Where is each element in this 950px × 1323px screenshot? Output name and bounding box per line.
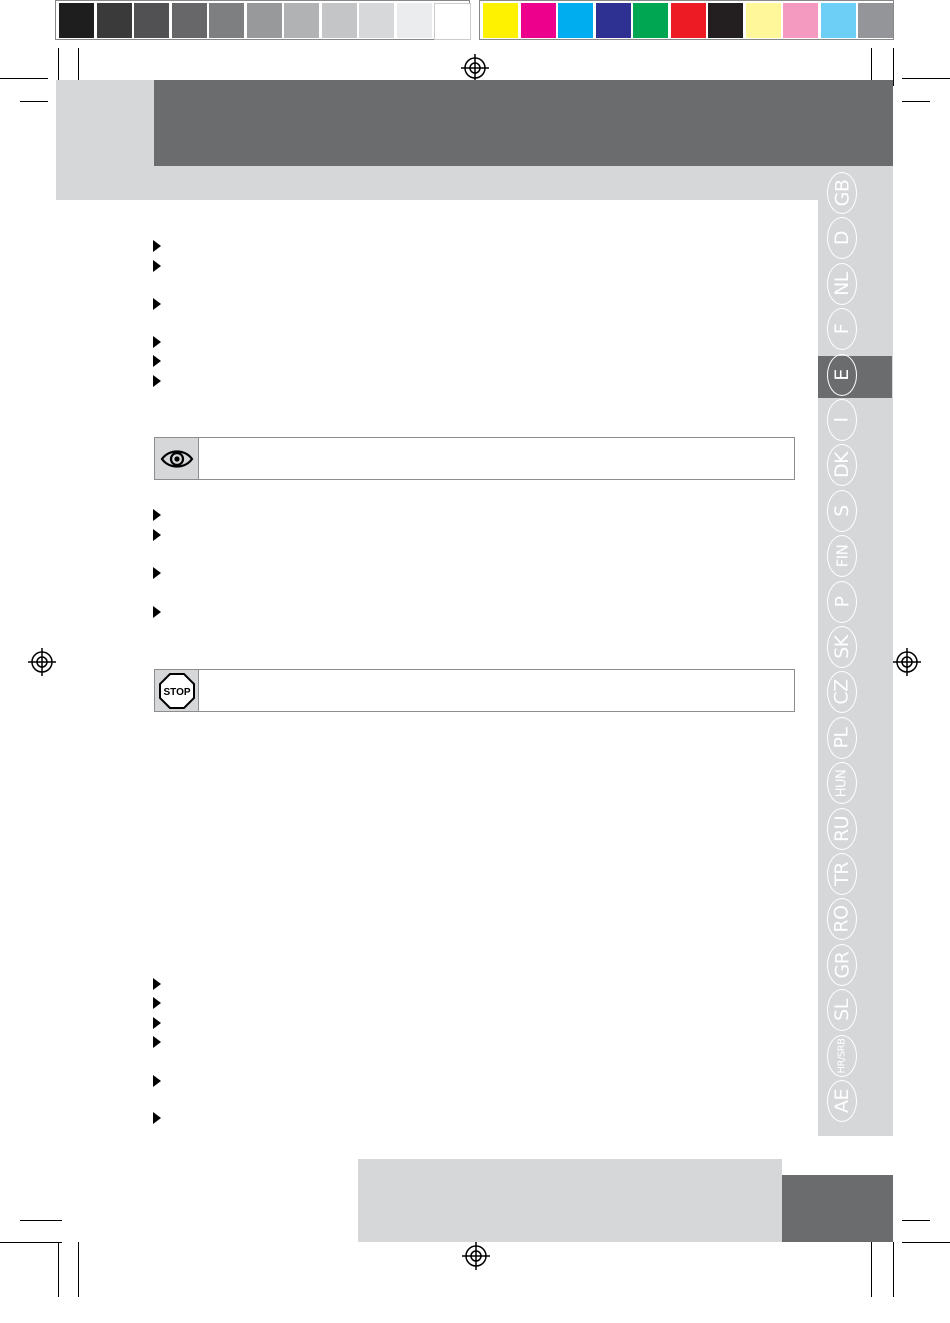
bullet-marker xyxy=(153,606,161,618)
language-tab-outline xyxy=(827,217,857,259)
language-tab-label: HR/SRB xyxy=(836,1038,847,1074)
language-tab-e[interactable] xyxy=(825,354,859,396)
language-tab-outline xyxy=(827,853,857,895)
registration-mark-icon xyxy=(461,54,489,82)
language-tab-sk[interactable] xyxy=(825,626,859,668)
language-tab-outline xyxy=(827,671,857,713)
registration-mark-icon xyxy=(893,648,921,676)
stop-sign-label: STOP xyxy=(162,686,191,698)
language-tab-pl[interactable] xyxy=(825,717,859,759)
bullet-marker xyxy=(153,1112,161,1124)
crop-mark xyxy=(58,1242,59,1297)
bullet-marker xyxy=(153,567,161,579)
note-icon-cell xyxy=(155,438,199,479)
crop-mark xyxy=(20,101,48,102)
language-tab-outline xyxy=(827,808,857,850)
gray-swatch xyxy=(59,3,94,38)
crop-mark xyxy=(902,101,930,102)
language-tab-outline xyxy=(827,898,857,940)
language-tab-d[interactable] xyxy=(825,217,859,259)
color-swatch xyxy=(633,3,668,38)
page-number-tab xyxy=(782,1175,893,1242)
gray-swatch xyxy=(97,3,132,38)
language-tab-label: CZ xyxy=(830,679,853,706)
gray-swatch xyxy=(322,3,357,38)
bullet-marker xyxy=(153,298,161,310)
crop-mark xyxy=(902,1220,930,1221)
language-tab-label: AE xyxy=(830,1088,853,1114)
footer-panel xyxy=(358,1159,782,1242)
language-tab-label: DK xyxy=(831,452,853,479)
bullet-marker xyxy=(153,509,161,521)
bullet-marker xyxy=(153,355,161,367)
language-tab-outline xyxy=(827,308,857,350)
crop-mark xyxy=(0,78,48,79)
language-tab-outline xyxy=(827,581,857,623)
language-tab-s[interactable] xyxy=(825,490,859,532)
bullet-marker xyxy=(153,1017,161,1029)
language-tab-outline xyxy=(827,490,857,532)
bullet-marker xyxy=(153,375,161,387)
language-tab-outline xyxy=(827,989,857,1031)
language-tab-label: F xyxy=(831,323,853,335)
language-tab-outline xyxy=(827,535,857,577)
language-tab-outline xyxy=(827,1035,857,1077)
language-tab-hun[interactable] xyxy=(825,762,859,804)
language-tab-label: RU xyxy=(830,815,853,842)
language-tab-dk[interactable] xyxy=(825,444,859,486)
bullet-marker xyxy=(153,529,161,541)
language-tab-ae[interactable] xyxy=(825,1080,859,1122)
language-tab-outline xyxy=(827,762,857,804)
bullet-marker xyxy=(153,240,161,252)
language-tab-label: TR xyxy=(831,862,853,886)
color-swatch xyxy=(558,3,593,38)
language-tab-label: D xyxy=(830,231,853,246)
color-swatch xyxy=(521,3,556,38)
gray-swatch xyxy=(434,3,471,40)
language-tab-outline xyxy=(827,944,857,986)
gray-swatch xyxy=(359,3,394,38)
bullet-marker xyxy=(153,336,161,348)
eye-icon xyxy=(160,447,194,471)
language-tab-cz[interactable] xyxy=(825,671,859,713)
color-swatch xyxy=(483,3,518,38)
language-tab-tr[interactable] xyxy=(825,853,859,895)
language-tab-label: SK xyxy=(831,635,853,659)
language-tab-fin[interactable] xyxy=(825,535,859,577)
language-tab-outline xyxy=(827,263,857,305)
header-lower-strip xyxy=(154,166,893,200)
language-tab-label: P xyxy=(831,596,853,608)
stop-sign-icon xyxy=(158,672,196,710)
color-swatch xyxy=(783,3,818,38)
language-tab-label: E xyxy=(830,368,853,381)
warning-box xyxy=(154,669,795,712)
crop-mark xyxy=(902,78,950,79)
language-tab-label: FIN xyxy=(833,544,851,568)
language-tab-label: I xyxy=(830,417,853,423)
language-tab-label: S xyxy=(831,505,853,517)
bullet-marker xyxy=(153,997,161,1009)
gray-swatch xyxy=(209,3,244,38)
color-swatch xyxy=(596,3,631,38)
language-tab-label: NL xyxy=(831,271,853,296)
crop-mark xyxy=(0,1242,62,1243)
crop-mark xyxy=(20,1220,62,1221)
language-tab-label: SL xyxy=(831,999,853,1022)
registration-mark-icon xyxy=(28,648,56,676)
language-tab-outline xyxy=(827,354,857,396)
language-tab-gb[interactable] xyxy=(825,172,859,214)
note-box xyxy=(154,437,795,480)
registration-mark-icon xyxy=(462,1242,490,1270)
crop-mark xyxy=(78,1242,79,1297)
gray-swatch xyxy=(247,3,282,38)
language-tab-ro[interactable] xyxy=(825,898,859,940)
gray-swatch xyxy=(284,3,319,38)
language-tab-f[interactable] xyxy=(825,308,859,350)
color-swatch xyxy=(671,3,706,38)
language-tab-label: HUN xyxy=(834,769,850,797)
language-tab-outline xyxy=(827,1080,857,1122)
crop-mark xyxy=(893,48,894,86)
language-tab-label: PL xyxy=(830,727,853,749)
crop-mark xyxy=(902,1242,950,1243)
warning-icon-cell xyxy=(155,670,199,711)
language-tab-ru[interactable] xyxy=(825,808,859,850)
language-tab-outline xyxy=(827,172,857,214)
language-tab-sl[interactable] xyxy=(825,989,859,1031)
language-tab-outline xyxy=(827,399,857,441)
bullet-marker xyxy=(153,1075,161,1087)
language-tab-outline xyxy=(827,717,857,759)
bullet-marker xyxy=(153,978,161,990)
gray-swatch xyxy=(397,3,432,38)
crop-mark xyxy=(893,1242,894,1297)
color-swatch xyxy=(708,3,743,38)
header-band xyxy=(154,80,893,166)
bullet-marker xyxy=(153,1036,161,1048)
language-tab-p[interactable] xyxy=(825,581,859,623)
color-swatch xyxy=(821,3,856,38)
language-tab-label: RO xyxy=(830,905,853,933)
language-tab-outline xyxy=(827,626,857,668)
language-tab-nl[interactable] xyxy=(825,263,859,305)
color-swatch xyxy=(858,3,893,38)
language-tab-i[interactable] xyxy=(825,399,859,441)
language-tab-label: GR xyxy=(831,951,853,979)
color-swatch xyxy=(746,3,781,38)
gray-swatch xyxy=(172,3,207,38)
bullet-marker xyxy=(153,260,161,272)
language-tab-label: GB xyxy=(830,179,853,207)
crop-mark xyxy=(871,1242,872,1297)
language-tab-gr[interactable] xyxy=(825,944,859,986)
language-tab-outline xyxy=(827,444,857,486)
header-left-panel xyxy=(56,80,154,200)
gray-swatch xyxy=(134,3,169,38)
language-tab-hr-srb[interactable] xyxy=(825,1035,859,1077)
